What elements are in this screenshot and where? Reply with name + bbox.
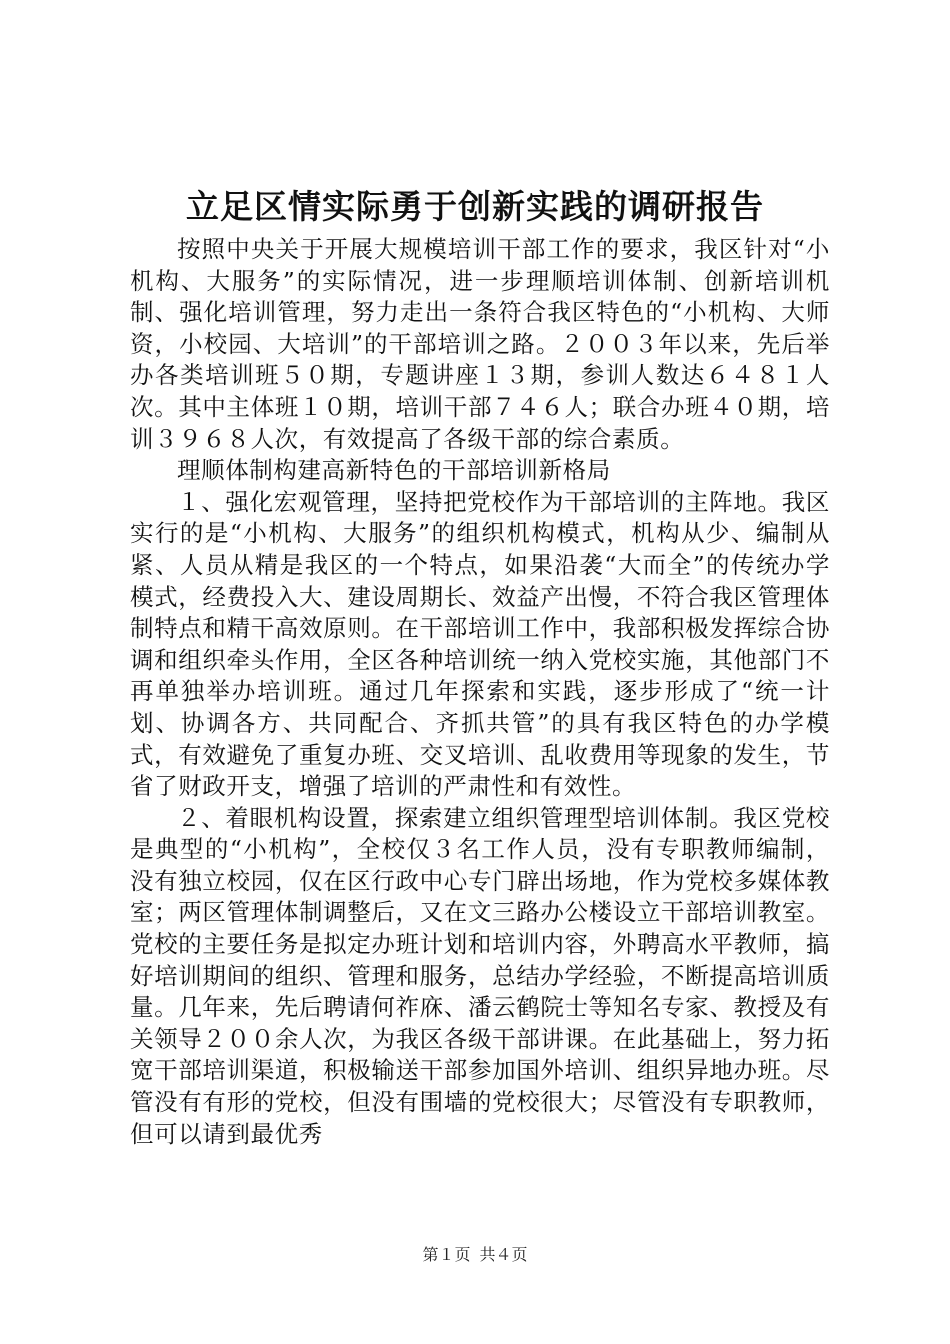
section-heading: 理顺体制构建高新特色的干部培训新格局 — [177, 456, 611, 485]
paragraph-item-2: ２、着眼机构设置，探索建立组织管理型培训体制。我区党校是典型的“小机构”，全校仅３名工作人员，没有专职教师编制，没有独立校园，仅在区行政中心专门辟出场地，作为党校多媒体教室；两区管理体制调整后，又在文三路办公楼设立干部培训教室。党校的主要任务是拟定办班计划和培训内容，外聘高水平教师，搞好培训期间的组织、管理和服务，总结办学经验，不断提高培训质量。几年来，先后聘请何祚庥、潘云鹤院士等知名专家、教授及有关领导２００余人次，为我区各级干部讲课。在此基础上，努力拓宽干部培训渠道，积极输送干部参加国外培训、组织异地办班。尽管没有有形的党校，但没有围墙的党校很大；尽管没有专职教师，但可以请到最优秀 — [130, 803, 830, 1148]
intro-paragraph: 按照中央关于开展大规模培训干部工作的要求，我区针对“小机构、大服务”的实际情况，进一步理顺培训体制、创新培训机制、强化培训管理，努力走出一条符合我区特色的“小机构、大师资，小校园、大培训”的干部培训之路。２００３年以来，先后举办各类培训班５０期，专题讲座１３期，参训人数达６４８１人次。其中主体班１０期，培训干部７４６人；联合办班４０期，培训３９６８人次，有效提高了各级干部的综合素质。 — [130, 235, 830, 453]
paragraph-item-1: １、强化宏观管理，坚持把党校作为干部培训的主阵地。我区实行的是“小机构、大服务”的组织机构模式，机构从少、编制从紧、人员从精是我区的一个特点，如果沿袭“大而全”的传统办学模式，经费投入大、建设周期长、效益产出慢，不符合我区管理体制特点和精干高效原则。在干部培训工作中，我部积极发挥综合协调和组织牵头作用，全区各种培训统一纳入党校实施，其他部门不再单独举办培训班。通过几年探索和实践，逐步形成了“统一计划、协调各方、共同配合、齐抓共管”的具有我区特色的办学模式，有效避免了重复办班、交叉培训、乱收费用等现象的发生，节省了财政开支，增强了培训的严肃性和有效性。 — [130, 487, 830, 801]
document-title: 立足区情实际勇于创新实践的调研报告 — [186, 187, 764, 226]
document-body — [130, 234, 830, 1150]
page-footer — [0, 1243, 950, 1267]
page-number: 第１页 — [422, 1245, 471, 1264]
page-total: 共４页 — [479, 1245, 528, 1264]
